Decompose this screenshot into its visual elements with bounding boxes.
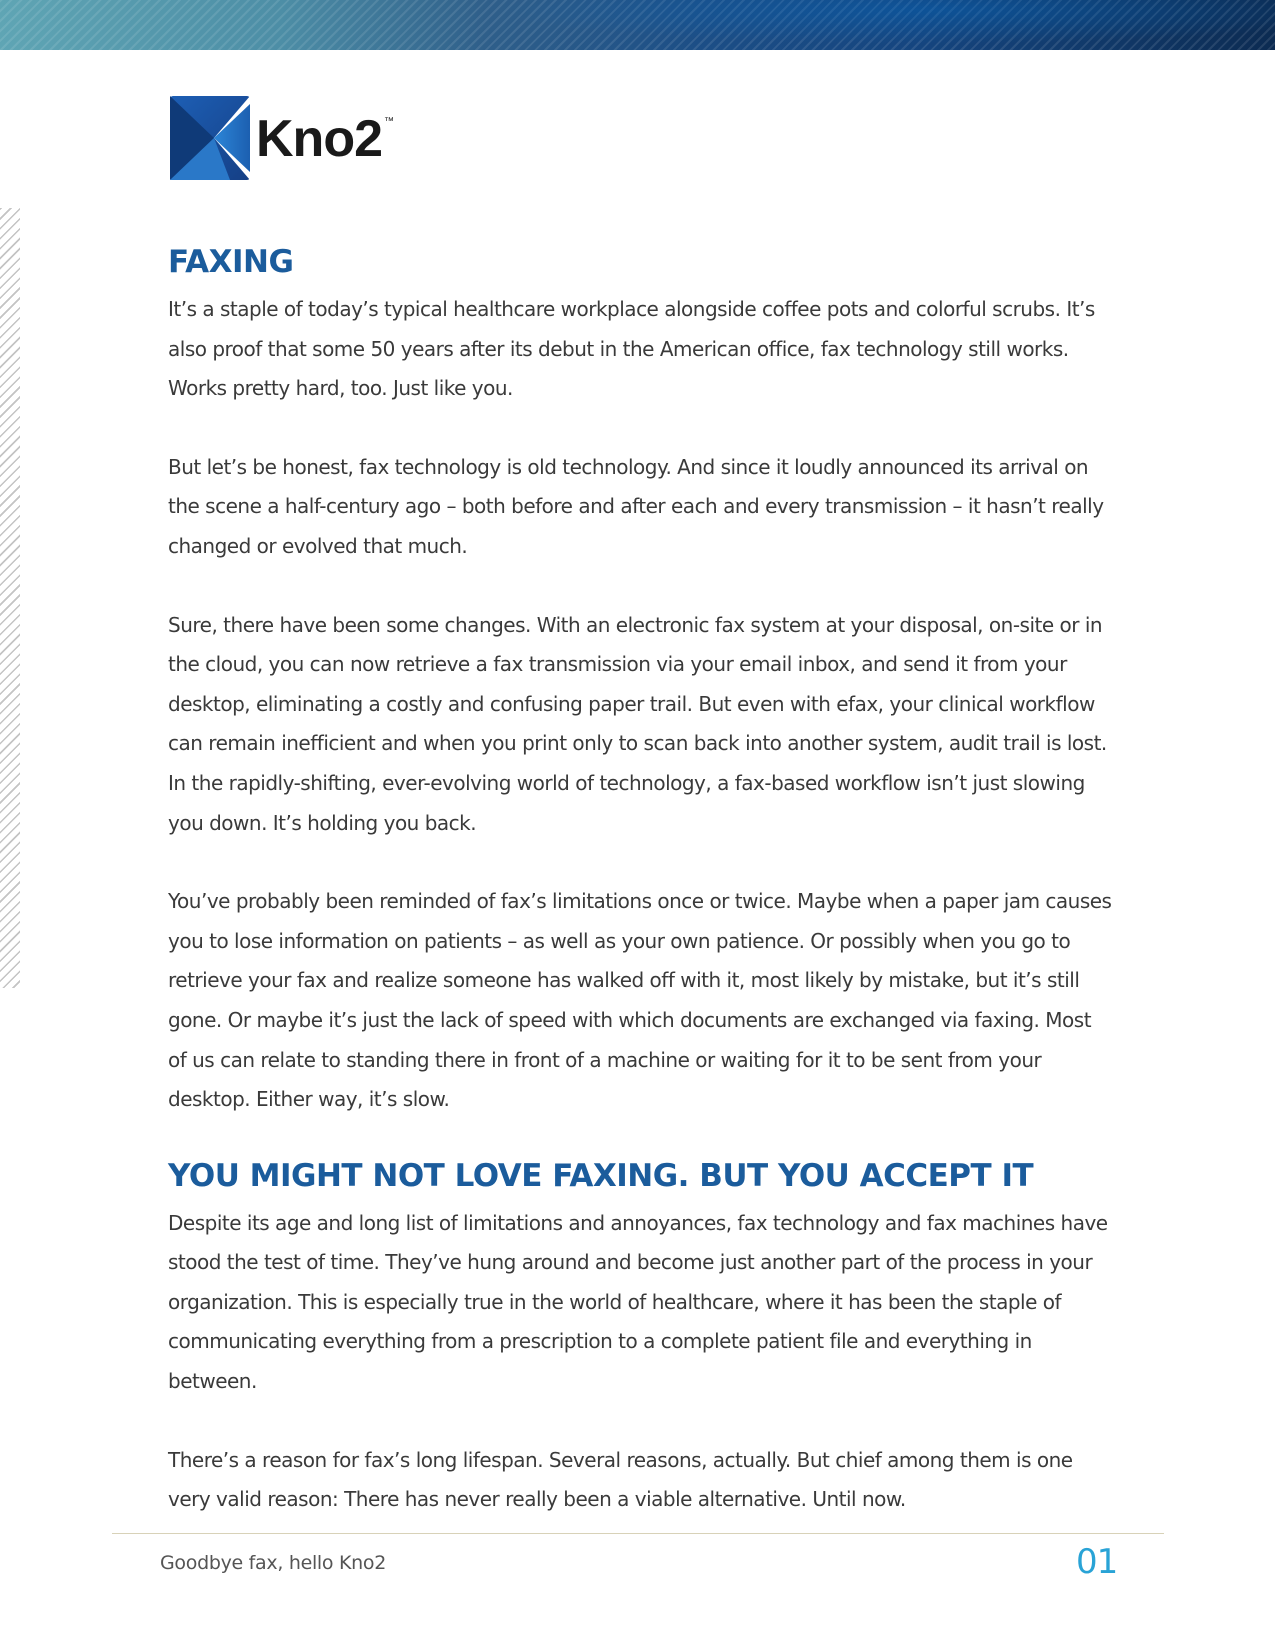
paragraph: But let’s be honest, fax technology is old technology. And since it loudly announced its arrival on the scene a half-century ago – both before and after each and every transmission – it hasn’t really changed or evolved that much. — [168, 454, 1104, 558]
kno2-logo — [170, 96, 394, 180]
logo-trademark: ™ — [384, 116, 394, 127]
paragraph: You’ve probably been reminded of fax’s limitations once or twice. Maybe when a paper jam causes you to lose information on patients – as well as your own patience. Or possibly when you go to retrieve your fax and realize someone has walked off with it, most likely by mistake, but it’s still gone. Or maybe it’s just the lack of speed with which documents are exchanged via faxing. Most of us can relate to standing there in front of a machine or waiting for it to be sent from your desktop. Either way, it’s slow. — [168, 889, 1112, 1112]
paragraph: There’s a reason for fax’s long lifespan. Several reasons, actually. But chief among them is one very valid reason: There has never really been a viable alternative. Until now. — [168, 1447, 1073, 1512]
section-heading-accept: YOU MIGHT NOT LOVE FAXING. BUT YOU ACCEPT IT — [168, 1157, 1034, 1194]
article-body — [168, 242, 1113, 1520]
footer-title: Goodbye fax, hello Kno2 — [160, 1552, 386, 1574]
paragraph: Despite its age and long list of limitations and annoyances, fax technology and fax machines have stood the test of time. They’ve hung around and become just another part of the process in your organization. This is especially true in the world of healthcare, where it has been the staple of communicating everything from a prescription to a complete patient file and everything in between. — [168, 1210, 1108, 1394]
top-banner-shade — [420, 0, 1275, 50]
side-hatch-decoration — [0, 208, 20, 988]
footer-divider — [112, 1533, 1164, 1534]
section-heading-faxing: FAXING — [168, 244, 294, 280]
paragraph: It’s a staple of today’s typical healthcare workplace alongside coffee pots and colorful scrubs. It’s also proof that some 50 years after its debut in the American office, fax technology still works. Works pretty hard, too. Just like you. — [168, 297, 1095, 401]
logo-wordmark: Kno2 — [256, 110, 382, 168]
page-number: 01 — [1076, 1542, 1118, 1582]
kno2-k-mark-icon — [170, 96, 250, 180]
paragraph: Sure, there have been some changes. With an electronic fax system at your disposal, on-site or in the cloud, you can now retrieve a fax transmission via your email inbox, and send it from your desktop, eliminating a costly and confusing paper trail. But even with efax, your clinical workflow can remain inefficient and when you print only to scan back into another system, audit trail is lost. In the rapidly-shifting, ever-evolving world of technology, a fax-based workflow isn’t just slowing you down. It’s holding you back. — [168, 612, 1107, 835]
top-banner — [0, 0, 1275, 50]
